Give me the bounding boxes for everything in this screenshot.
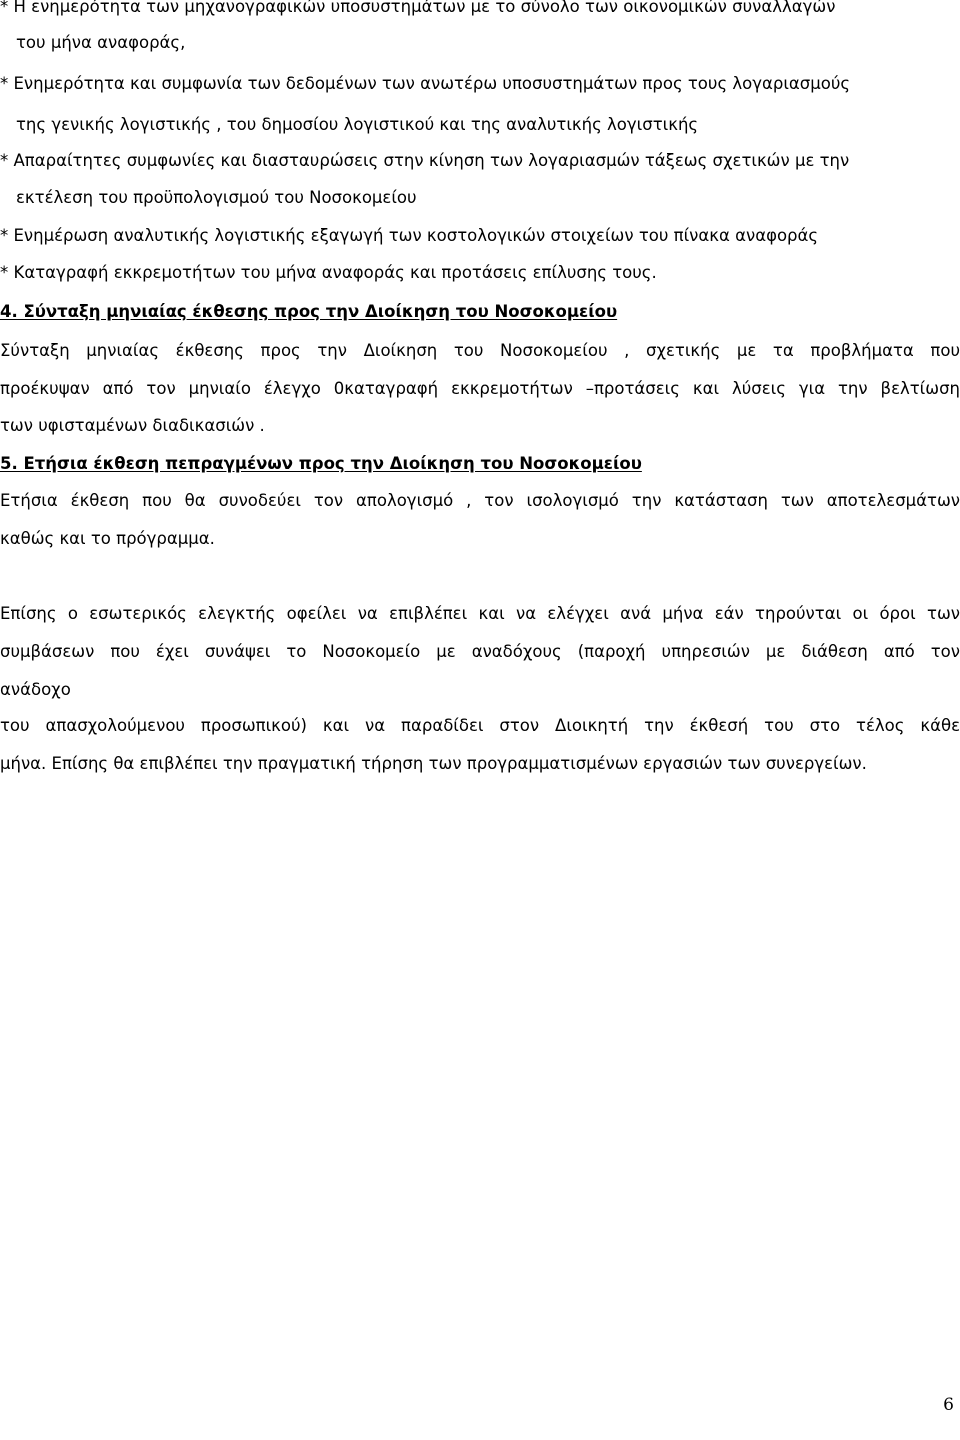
section-5-paragraph-line: καθώς και το πρόγραμμα.	[0, 529, 215, 548]
bullet-line: * Καταγραφή εκκρεμοτήτων του μήνα αναφοράς και προτάσεις επίλυσης τους.	[0, 263, 657, 282]
bullet-line: * Ενημέρωση αναλυτικής λογιστικής εξαγωγή των κοστολογικών στοιχείων του πίνακα αναφοράς	[0, 226, 819, 245]
bullet-line: του μήνα αναφοράς,	[16, 33, 186, 52]
closing-paragraph-line: Επίσης ο εσωτερικός ελεγκτής οφείλει να επιβλέπει και να ελέγχει ανά μήνα εάν τηρούνται οι όροι των	[0, 604, 960, 623]
bullet-line: εκτέλεση του προϋπολογισμού του Νοσοκομείου	[16, 188, 417, 207]
bullet-line: * Απαραίτητες συμφωνίες και διασταυρώσεις στην κίνηση των λογαριασμών τάξεως σχετικών με την	[0, 151, 850, 170]
section-4-paragraph-line: Σύνταξη μηνιαίας έκθεσης προς την Διοίκηση του Νοσοκομείου , σχετικής με τα προβλήματα που	[0, 341, 960, 360]
closing-paragraph-line: του απασχολούμενου προσωπικού) και να παραδίδει στον Διοικητή την έκθεσή του στο τέλος κάθε	[0, 716, 960, 735]
closing-paragraph-line: μήνα. Επίσης θα επιβλέπει την πραγματική τήρηση των προγραμματισμένων εργασιών των συνεργείων.	[0, 754, 867, 773]
section-5-paragraph-line: Ετήσια έκθεση που θα συνοδεύει τον απολογισμό , τον ισολογισμό την κατάσταση των αποτελεσμάτων	[0, 491, 960, 510]
bullet-line: της γενικής λογιστικής , του δημοσίου λογιστικού και της αναλυτικής λογιστικής	[16, 115, 699, 134]
closing-paragraph-line: ανάδοχο	[0, 680, 71, 699]
section-4-paragraph-line: προέκυψαν από τον μηνιαίο έλεγχο 0καταγραφή εκκρεμοτήτων –προτάσεις και λύσεις για την βελτίωση	[0, 379, 960, 398]
closing-paragraph-line: συμβάσεων που έχει συνάψει το Νοσοκομείο με αναδόχους (παροχή υπηρεσιών με διάθεση από τον	[0, 642, 960, 661]
section-4-paragraph-line: των υφισταμένων διαδικασιών .	[0, 416, 265, 435]
bullet-line: * Η ενημερότητα των μηχανογραφικών υποσυστημάτων με το σύνολο των οικονομικών συναλλαγών	[0, 0, 836, 16]
bullet-line: * Ενημερότητα και συμφωνία των δεδομένων των ανωτέρω υποσυστημάτων προς τους λογαριασμούς	[0, 74, 851, 93]
page-number: 6	[943, 1395, 954, 1415]
section-4-heading: 4. Σύνταξη μηνιαίας έκθεσης προς την Διοίκηση του Νοσοκομείου	[0, 302, 618, 321]
section-5-heading: 5. Ετήσια έκθεση πεπραγμένων προς την Διοίκηση του Νοσοκομείου	[0, 454, 642, 473]
